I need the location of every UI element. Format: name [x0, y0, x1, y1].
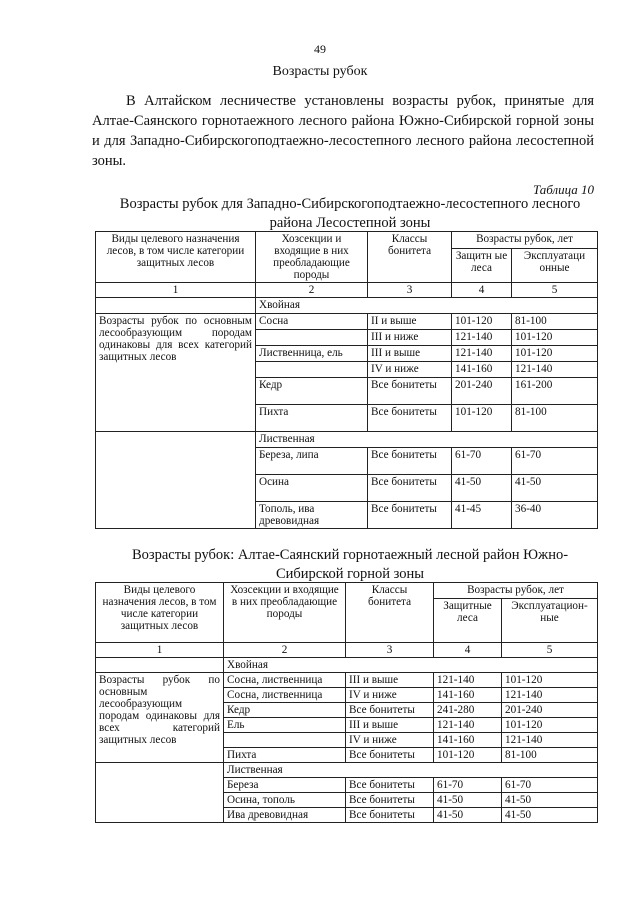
- table1-header-ages: Возрасты рубок, лет: [452, 232, 598, 249]
- table2-row-exploit: 101-120: [502, 673, 598, 688]
- table1-colnum: 5: [512, 283, 598, 298]
- table2-row-exploit: 61-70: [502, 778, 598, 793]
- table1-row-class: IV и ниже: [368, 362, 452, 378]
- table2-row-class: IV и ниже: [346, 688, 434, 703]
- table1-row-protect: 121-140: [452, 330, 512, 346]
- table1-row-protect: 61-70: [452, 448, 512, 475]
- table2-colnum: 5: [502, 643, 598, 658]
- table2-colnum: 3: [346, 643, 434, 658]
- table1-header-protect: Защитн ые леса: [452, 249, 512, 283]
- table1-row-exploit: 161-200: [512, 378, 598, 405]
- table2-row-exploit: 81-100: [502, 748, 598, 763]
- table1-row-exploit: 36-40: [512, 502, 598, 529]
- table2-row-section: Кедр: [224, 703, 346, 718]
- table1-colnum: 1: [96, 283, 256, 298]
- table2-row-class: Все бонитеты: [346, 748, 434, 763]
- table1-row-class: Все бонитеты: [368, 502, 452, 529]
- table1-title: Возрасты рубок для Западно-Сибирскогоподтаежно-лесостепного лесного района Лесостепной зоны: [119, 196, 581, 231]
- table2-empty-cell: [96, 658, 224, 673]
- table1-colnum: 3: [368, 283, 452, 298]
- table2-row-class: III и выше: [346, 673, 434, 688]
- table2-group-conifer: Хвойная: [224, 658, 598, 673]
- table2-header-protect: Защитные леса: [434, 599, 502, 643]
- table2-row-protect: 121-140: [434, 673, 502, 688]
- table1-header-exploit: Эксплуатаци онные: [512, 249, 598, 283]
- table1-row-protect: 101-120: [452, 314, 512, 330]
- table2-row-class: Все бонитеты: [346, 793, 434, 808]
- table2-empty-cell: [96, 763, 224, 823]
- table2-row-protect: 121-140: [434, 718, 502, 733]
- table2-row-section: Сосна, лиственница: [224, 673, 346, 688]
- table1-row-protect: 41-45: [452, 502, 512, 529]
- table1-row-exploit: 101-120: [512, 330, 598, 346]
- intro-paragraph: В Алтайском лесничестве установлены возрасты рубок, принятые для Алтае-Саянского горнотаежного лесного района Южно-Сибирской горной зоны и для Западно-Сибирскогоподтаежно-лесостепного лесного района лесостепной зоны.: [92, 93, 594, 169]
- table2-row-class: Все бонитеты: [346, 703, 434, 718]
- table2-row-section: Сосна, лиственница: [224, 688, 346, 703]
- table2-row-section: Пихта: [224, 748, 346, 763]
- table2-row-class: Все бонитеты: [346, 778, 434, 793]
- table2-row-section: [224, 733, 346, 748]
- table2-row-section: Береза: [224, 778, 346, 793]
- table2-row-section: Ива древовидная: [224, 808, 346, 823]
- table1-purpose-text: Возрасты рубок по основным лесообразующим породам одинаковы для всех категорий защитных лесов: [96, 314, 256, 432]
- table1-row-section: Осина: [256, 475, 368, 502]
- table1-row-class: Все бонитеты: [368, 475, 452, 502]
- table1-group-conifer: Хвойная: [256, 298, 598, 314]
- table1-header-class: Классы бонитета: [368, 232, 452, 283]
- table1-row-exploit: 81-100: [512, 405, 598, 432]
- table1-colnum: 2: [256, 283, 368, 298]
- table2-header-purpose: Виды целевого назначения лесов, в том числе категории защитных лесов: [96, 583, 224, 643]
- table2-row-protect: 61-70: [434, 778, 502, 793]
- table1-header-section: Хозсекции и входящие в них преобладающие породы: [256, 232, 368, 283]
- table2-colnum: 2: [224, 643, 346, 658]
- table2-row-protect: 41-50: [434, 808, 502, 823]
- table1-row-class: Все бонитеты: [368, 405, 452, 432]
- table1-row-protect: 201-240: [452, 378, 512, 405]
- table1-colnum: 4: [452, 283, 512, 298]
- table1-row-section: Береза, липа: [256, 448, 368, 475]
- table2-row-section: Осина, тополь: [224, 793, 346, 808]
- table1-row-exploit: 121-140: [512, 362, 598, 378]
- page-number: 49: [314, 42, 326, 56]
- table1-row-section: [256, 362, 368, 378]
- table1-row-exploit: 61-70: [512, 448, 598, 475]
- table2-header-class: Классы бонитета: [346, 583, 434, 643]
- table1-empty-cell: [96, 298, 256, 314]
- table2-row-protect: 101-120: [434, 748, 502, 763]
- table1-row-section: Тополь, ива древовидная: [256, 502, 368, 529]
- table2-row-protect: 141-160: [434, 733, 502, 748]
- table2-row-protect: 41-50: [434, 793, 502, 808]
- table1-group-deciduous: Лиственная: [256, 432, 598, 448]
- table1-row-protect: 141-160: [452, 362, 512, 378]
- table2-row-class: III и выше: [346, 718, 434, 733]
- table1-row-section: Пихта: [256, 405, 368, 432]
- table2-row-exploit: 41-50: [502, 793, 598, 808]
- table2-row-exploit: 121-140: [502, 733, 598, 748]
- table2-title: Возрасты рубок: Алтае-Саянский горнотаежный лесной район Южно-Сибирской горной зоны: [131, 547, 569, 582]
- table2-header-exploit: Эксплуатацион-ные: [502, 599, 598, 643]
- table1-row-exploit: 41-50: [512, 475, 598, 502]
- table1-row-section: [256, 330, 368, 346]
- section-heading: Возрасты рубок: [272, 64, 368, 79]
- table2-row-exploit: 121-140: [502, 688, 598, 703]
- table1-row-section: Лиственница, ель: [256, 346, 368, 362]
- table1-row-class: II и выше: [368, 314, 452, 330]
- table2-row-class: Все бонитеты: [346, 808, 434, 823]
- table1-row-protect: 121-140: [452, 346, 512, 362]
- table1-row-exploit: 81-100: [512, 314, 598, 330]
- table1: [95, 231, 598, 529]
- table2-row-exploit: 41-50: [502, 808, 598, 823]
- table2-header-ages: Возрасты рубок, лет: [434, 583, 598, 599]
- table2-colnum: 1: [96, 643, 224, 658]
- table1-row-exploit: 101-120: [512, 346, 598, 362]
- table2-purpose-text: Возрасты рубок по основным лесообразующим породам одинаковы для всех категорий защитных лесов: [96, 673, 224, 763]
- table2-row-exploit: 101-120: [502, 718, 598, 733]
- table1-row-section: Кедр: [256, 378, 368, 405]
- table1-row-protect: 41-50: [452, 475, 512, 502]
- table1-header-purpose: Виды целевого назначения лесов, в том числе категории защитных лесов: [96, 232, 256, 283]
- table2-group-deciduous: Лиственная: [224, 763, 598, 778]
- table1-row-class: III и ниже: [368, 330, 452, 346]
- table1-row-section: Сосна: [256, 314, 368, 330]
- table2-row-class: IV и ниже: [346, 733, 434, 748]
- table2-row-protect: 141-160: [434, 688, 502, 703]
- table2-row-section: Ель: [224, 718, 346, 733]
- table2-colnum: 4: [434, 643, 502, 658]
- table2: [95, 582, 598, 823]
- table1-empty-cell: [96, 432, 256, 529]
- table1-row-class: Все бонитеты: [368, 448, 452, 475]
- table1-row-class: III и выше: [368, 346, 452, 362]
- table2-row-exploit: 201-240: [502, 703, 598, 718]
- table-number: Таблица 10: [532, 182, 594, 197]
- table2-header-section: Хозсекции и входящие в них преобладающие породы: [224, 583, 346, 643]
- table2-row-protect: 241-280: [434, 703, 502, 718]
- table1-row-protect: 101-120: [452, 405, 512, 432]
- table1-row-class: Все бонитеты: [368, 378, 452, 405]
